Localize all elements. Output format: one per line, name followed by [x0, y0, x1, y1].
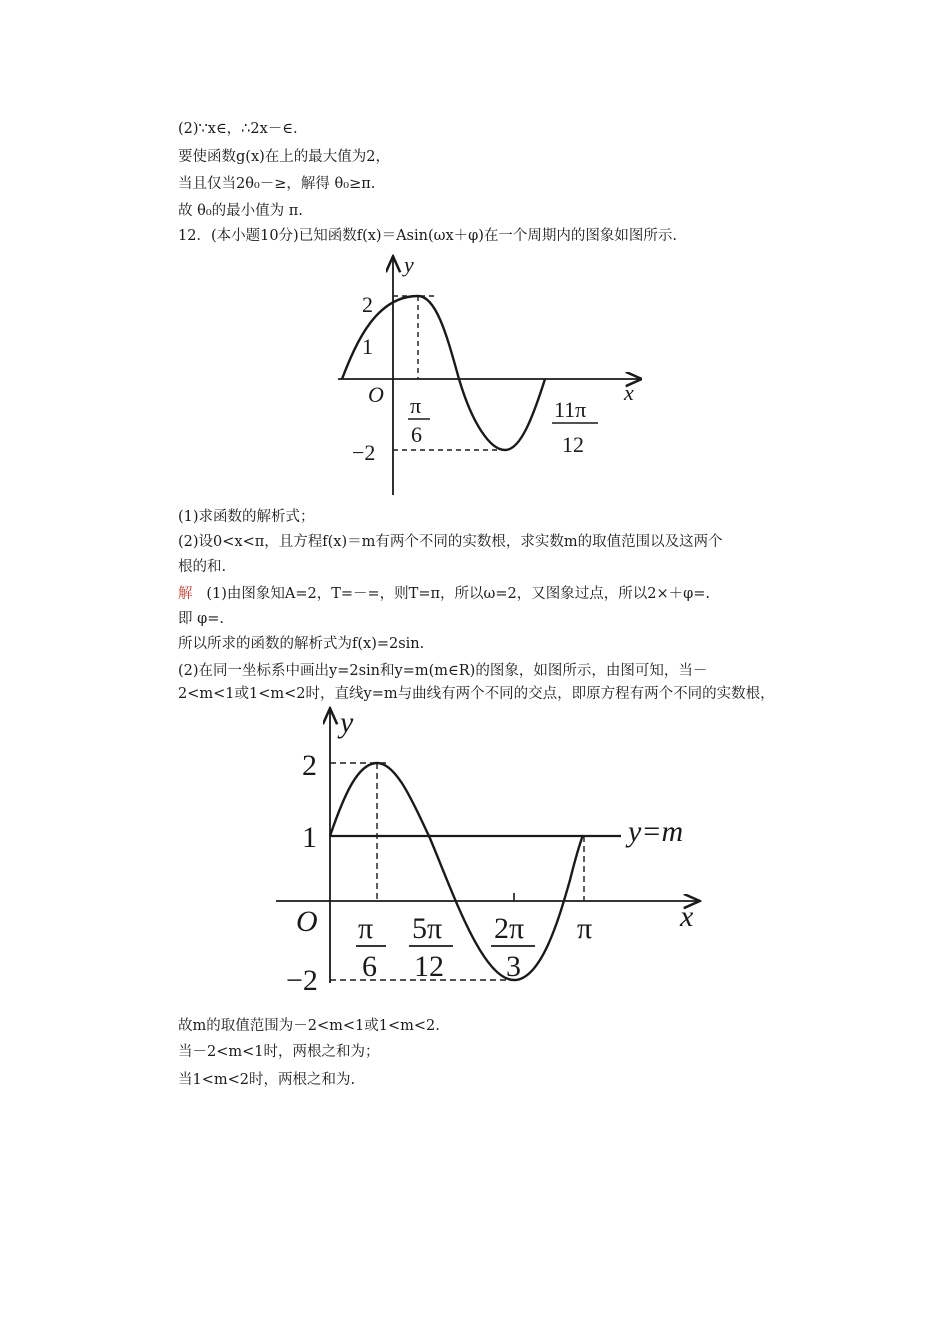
problem-12-statement: 12．(本小题10分)已知函数f(x)＝Asin(ωx＋φ)在一个周期内的图象如图所示. — [178, 228, 678, 244]
tick-2: 2 — [362, 292, 373, 317]
solution-label: 解 — [178, 586, 193, 602]
pi6-num: π — [358, 912, 374, 945]
solution-line-7: 当－2<m<1时，两根之和为； — [178, 1044, 380, 1060]
pi6-den: 6 — [411, 422, 422, 447]
question-2-b: 根的和. — [178, 559, 227, 575]
line-label: y=m — [628, 815, 684, 848]
x5-num: 5π — [412, 912, 443, 945]
tick-2: 2 — [302, 749, 317, 782]
question-2-a: (2)设0<x<π，且方程f(x)＝m有两个不同的实数根，求实数m的取值范围以及这两个 — [178, 534, 723, 550]
solution-line-1 — [178, 584, 710, 604]
sine-curve — [330, 763, 583, 980]
tick-neg2: −2 — [352, 440, 376, 465]
tick-neg2: −2 — [286, 964, 318, 997]
tick-1: 1 — [302, 821, 317, 854]
x-axis-label: x — [624, 380, 634, 405]
origin-label: O — [368, 382, 384, 407]
text-line-4: 故 θ₀的最小值为 π. — [178, 203, 303, 219]
text-line-2: 要使函数g(x)在上的最大值为2， — [178, 149, 390, 165]
x2-den: 3 — [506, 950, 521, 983]
question-1: (1)求函数的解析式； — [178, 509, 315, 525]
solution-line-5: 2<m<1或1<m<2时，直线y=m与曲线有两个不同的交点，即原方程有两个不同的实数根， — [178, 686, 775, 702]
text-line-1: (2)∵x∈，∴2x－∈. — [178, 121, 298, 137]
x2-num: 2π — [494, 912, 525, 945]
x11-num: 11π — [554, 397, 587, 422]
x-axis-label: x — [680, 900, 694, 933]
x11-den: 12 — [562, 432, 584, 457]
solution-line-2: 即 φ=. — [178, 611, 225, 627]
y-axis-label: y — [404, 252, 414, 277]
origin-label: O — [296, 905, 318, 938]
figure-1-sine-graph — [332, 250, 642, 500]
text-line-3: 当且仅当2θ₀－≥，解得 θ₀≥π. — [178, 176, 376, 192]
solution-line-8: 当1<m<2时，两根之和为. — [178, 1072, 356, 1088]
tick-1: 1 — [362, 334, 373, 359]
pi-label: π — [577, 912, 593, 945]
sine-curve — [342, 296, 545, 450]
solution-line-3: 所以所求的函数的解析式为f(x)=2sin. — [178, 636, 425, 652]
figure-2-sine-with-line — [272, 705, 712, 1005]
x5-den: 12 — [414, 950, 444, 983]
pi6-num: π — [410, 393, 422, 418]
y-axis-label: y — [340, 706, 354, 739]
solution-line-6: 故m的取值范围为－2<m<1或1<m<2. — [178, 1018, 440, 1034]
solution-line-4: (2)在同一坐标系中画出y=2sin和y=m(m∈R)的图象，如图所示，由图可知，当－ — [178, 663, 708, 679]
solution-text-1: (1)由图象知A=2，T=－=，则T=π，所以ω=2，又图象过点，所以2×＋φ=. — [206, 586, 711, 602]
pi6-den: 6 — [362, 950, 377, 983]
